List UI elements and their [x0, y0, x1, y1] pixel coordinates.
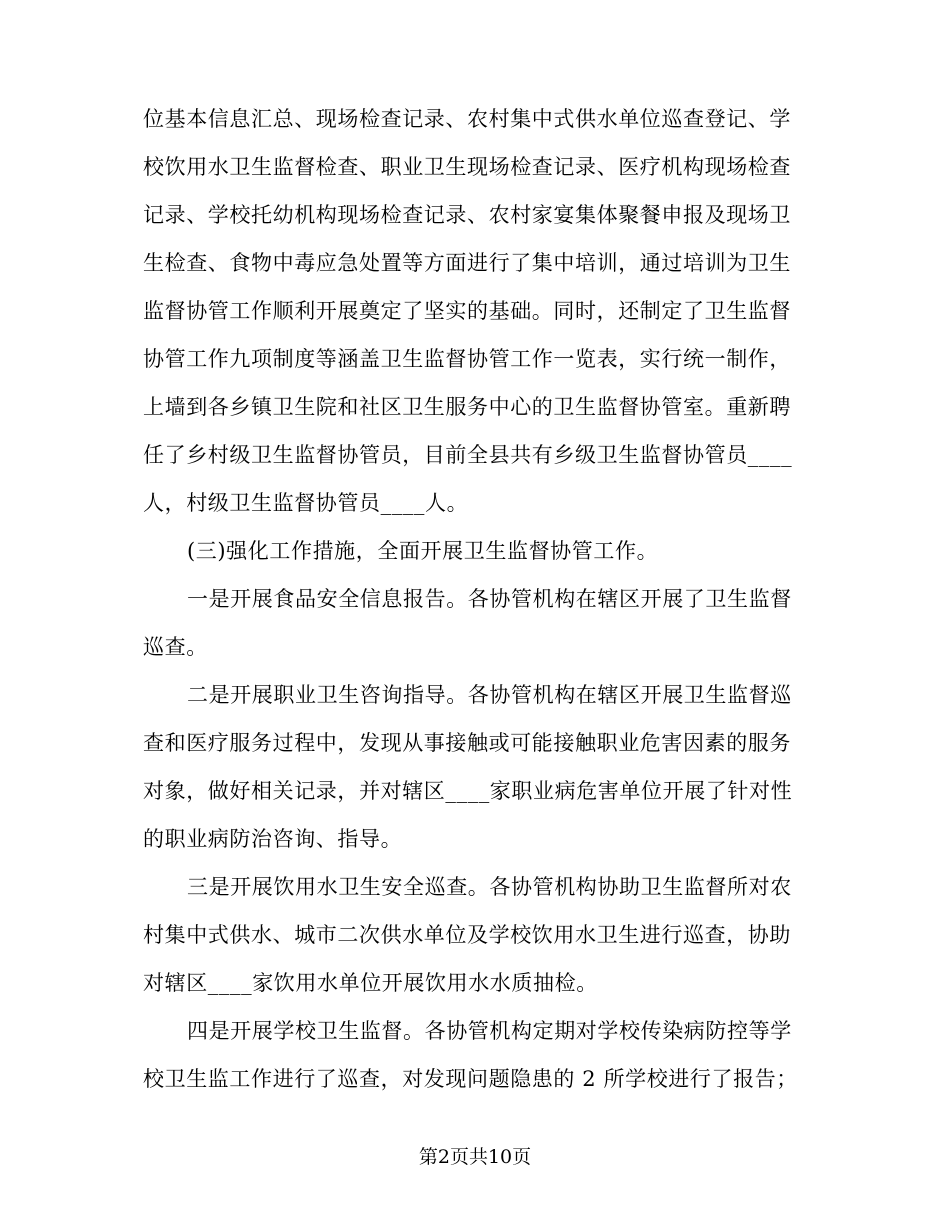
text-line: 生检查、食物中毒应急处置等方面进行了集中培训，通过培训为卫生 [143, 251, 791, 275]
text-line: 人，村级卫生监督协管员____人。 [143, 491, 469, 515]
text-line: 监督协管工作顺利开展奠定了坚实的基础。同时，还制定了卫生监督 [143, 299, 791, 323]
section-heading: (三)强化工作措施，全面开展卫生监督协管工作。 [187, 539, 659, 563]
text-line: 位基本信息汇总、现场检查记录、农村集中式供水单位巡查登记、学 [143, 107, 791, 131]
text-line: 村集中式供水、城市二次供水单位及学校饮用水卫生进行巡查，协助 [143, 923, 791, 947]
text-line: 校饮用水卫生监督检查、职业卫生现场检查记录、医疗机构现场检查 [143, 155, 791, 179]
text-line: 查和医疗服务过程中，发现从事接触或可能接触职业危害因素的服务 [143, 731, 791, 755]
text-line: 二是开展职业卫生咨询指导。各协管机构在辖区开展卫生监督巡 [187, 683, 792, 707]
text-line: 校卫生监工作进行了巡查，对发现问题隐患的 2 所学校进行了报告； [143, 1067, 798, 1091]
text-line: 的职业病防治咨询、指导。 [143, 827, 403, 851]
text-line: 协管工作九项制度等涵盖卫生监督协管工作一览表，实行统一制作， [143, 347, 791, 371]
page-number: 第2页共10页 [418, 1146, 532, 1168]
text-line: 任了乡村级卫生监督协管员，目前全县共有乡级卫生监督协管员____ [143, 443, 793, 467]
text-line: 对象，做好相关记录，并对辖区____家职业病危害单位开展了针对性 [143, 779, 793, 803]
text-line: 一是开展食品安全信息报告。各协管机构在辖区开展了卫生监督 [187, 587, 792, 611]
text-line: 记录、学校托幼机构现场检查记录、农村家宴集体聚餐申报及现场卫 [143, 203, 791, 227]
text-line: 四是开展学校卫生监督。各协管机构定期对学校传染病防控等学 [187, 1019, 792, 1043]
text-line: 巡查。 [143, 635, 208, 659]
text-line: 上墙到各乡镇卫生院和社区卫生服务中心的卫生监督协管室。重新聘 [143, 395, 791, 419]
text-line: 对辖区____家饮用水单位开展饮用水水质抽检。 [143, 971, 598, 995]
text-line: 三是开展饮用水卫生安全巡查。各协管机构协助卫生监督所对农 [187, 875, 792, 899]
